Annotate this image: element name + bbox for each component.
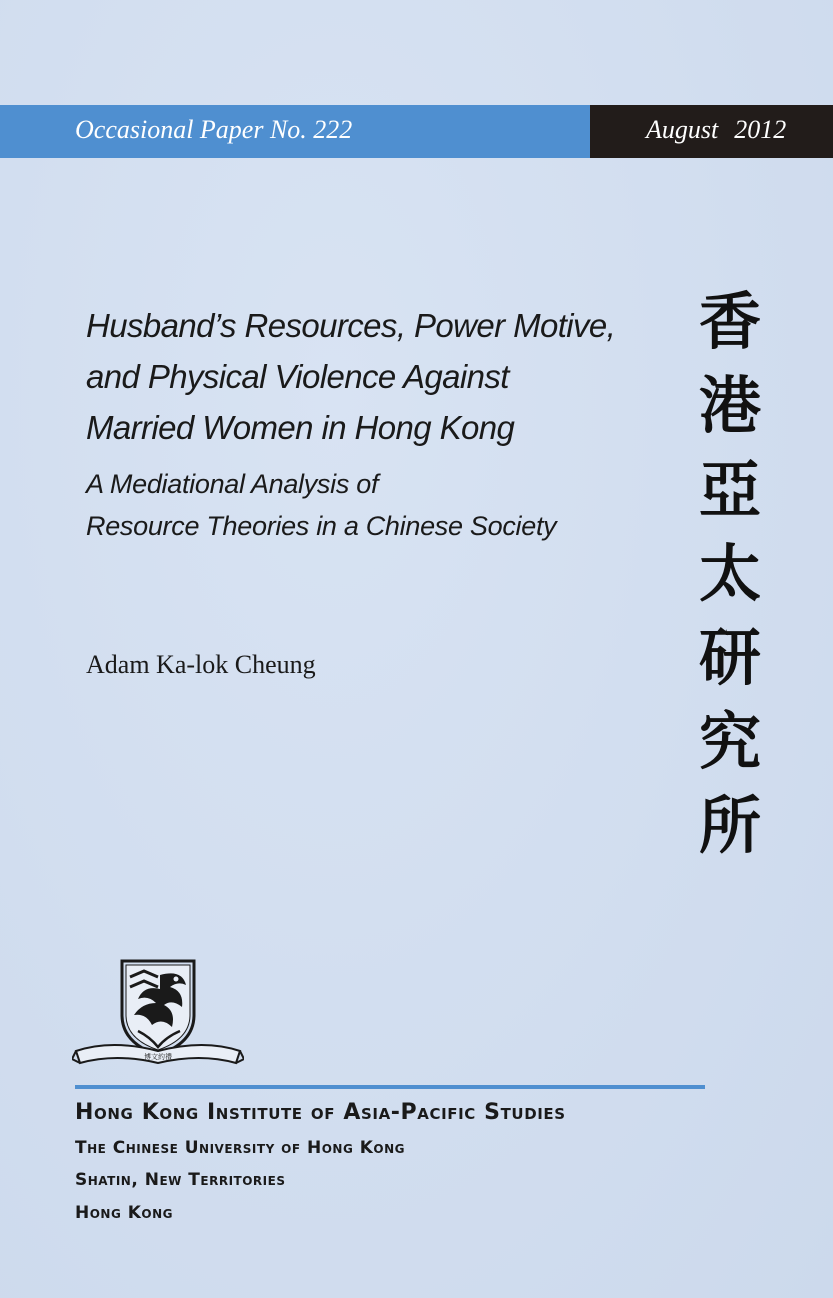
title-line: Husband’s Resources, Power Motive, <box>86 307 616 344</box>
paper-subtitle <box>86 463 676 547</box>
publication-date <box>646 115 786 145</box>
city-name: Hong Kong <box>75 1203 174 1223</box>
series-label: Occasional Paper No. 222 <box>75 115 353 144</box>
institute-name: Hong Kong Institute of Asia-Pacific Studies <box>75 1100 566 1125</box>
chinese-char: 港 <box>698 369 761 442</box>
chinese-institute-name <box>690 280 770 868</box>
chinese-char: 究 <box>698 705 761 778</box>
university-name: The Chinese University of Hong Kong <box>75 1138 405 1158</box>
date-month: August <box>646 115 719 144</box>
university-crest-icon <box>72 955 244 1075</box>
title-line: and Physical Violence Against <box>86 358 509 395</box>
chinese-char: 香 <box>698 285 761 358</box>
district-name: Shatin, New Territories <box>75 1170 286 1190</box>
chinese-char: 太 <box>698 537 761 610</box>
paper-title <box>86 300 676 453</box>
title-line: Married Women in Hong Kong <box>86 409 515 446</box>
date-year: 2012 <box>734 115 787 144</box>
chinese-char: 所 <box>698 789 761 862</box>
author-name: Adam Ka-lok Cheung <box>86 650 316 679</box>
subtitle-line: Resource Theories in a Chinese Society <box>86 511 557 541</box>
chinese-char: 研 <box>698 621 761 694</box>
divider-rule <box>75 1085 705 1089</box>
subtitle-line: A Mediational Analysis of <box>86 469 379 499</box>
chinese-char: 亞 <box>698 453 761 526</box>
crest-motto: 博文約禮 <box>144 1053 172 1061</box>
